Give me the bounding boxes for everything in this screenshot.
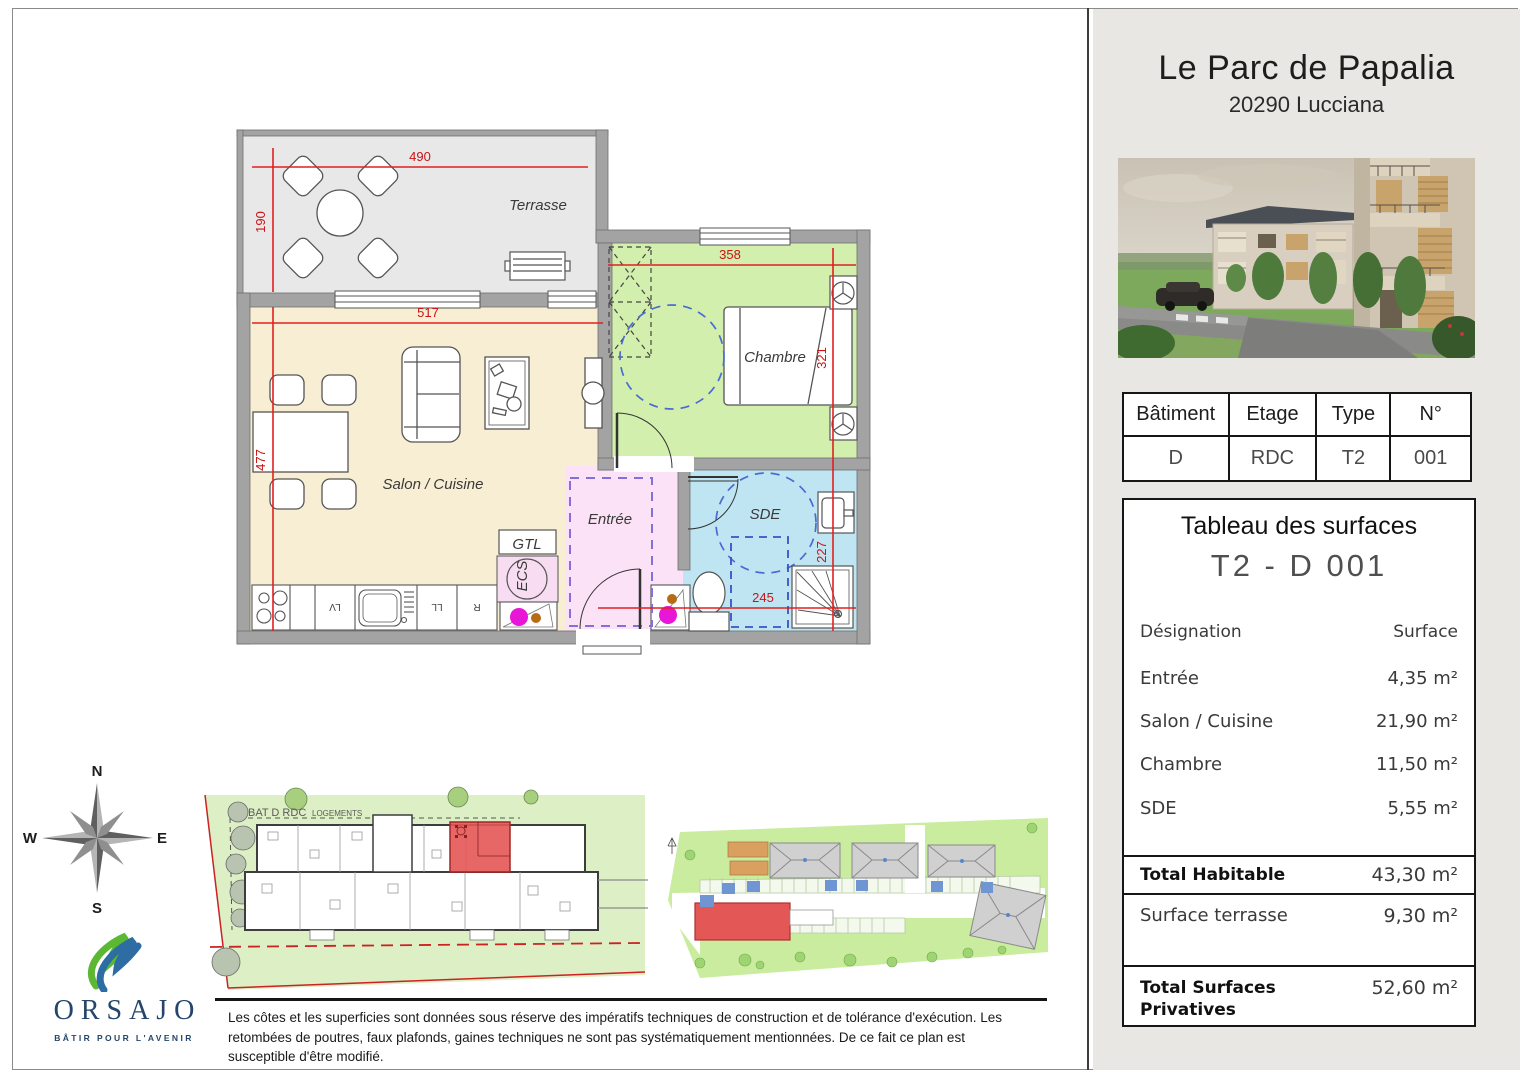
tv-unit xyxy=(582,358,604,428)
magenta-marker xyxy=(510,608,528,626)
building-photo-render xyxy=(1118,158,1475,358)
nightstand-lamp xyxy=(830,407,857,440)
surfaces-header-row xyxy=(1140,622,1458,642)
unit-table-header-type: Type xyxy=(1317,394,1391,437)
surface-row-label: Chambre xyxy=(1140,754,1223,775)
surface-row-value: 4,35 m² xyxy=(1387,668,1458,689)
compass-west: W xyxy=(22,830,38,847)
unit-table-value-numero: 001 xyxy=(1414,447,1448,469)
disclaimer-rule xyxy=(215,998,1047,1001)
surface-terrasse-label: Surface terrasse xyxy=(1140,905,1288,926)
entry-threshold xyxy=(583,646,641,654)
total-habitable-label: Total Habitable xyxy=(1140,865,1286,885)
dim-terrasse-height: 190 xyxy=(253,211,268,233)
surfaces-table xyxy=(1122,498,1476,1027)
unit-table-value-type: T2 xyxy=(1317,437,1391,480)
shower xyxy=(792,566,853,628)
compass-north: N xyxy=(91,763,103,780)
surface-row-value: 5,55 m² xyxy=(1387,798,1458,819)
surface-row xyxy=(1140,711,1458,732)
chambre-door-opening xyxy=(614,456,694,472)
orsajo-logo xyxy=(38,995,210,1043)
surface-terrasse-value: 9,30 m² xyxy=(1383,905,1458,927)
dim-chambre-height: 321 xyxy=(814,347,829,369)
surface-row-value: 11,50 m² xyxy=(1375,754,1458,775)
dim-sde-width: 245 xyxy=(752,590,774,605)
compass-south: S xyxy=(91,900,103,917)
hob-burner xyxy=(259,593,269,603)
floor-plan xyxy=(237,130,870,654)
total-privatives-value: 52,60 m² xyxy=(1371,977,1458,999)
orange-marker xyxy=(667,594,677,604)
building-photo xyxy=(1118,158,1475,358)
orsajo-logo-icon xyxy=(80,930,150,992)
total-privatives-row xyxy=(1122,967,1476,1025)
ac-unit xyxy=(505,252,570,280)
entry-opening xyxy=(576,629,650,646)
washer-label: LL xyxy=(431,601,443,612)
salon-window xyxy=(548,291,596,308)
site-plan-building xyxy=(205,787,648,990)
fridge-label: R xyxy=(473,601,481,612)
dim-salon-height: 477 xyxy=(253,449,268,471)
siteplan-label-sub: LOGEMENTS xyxy=(312,809,363,818)
ecs-label: ECS xyxy=(514,560,531,592)
info-panel xyxy=(1093,9,1520,1070)
salon-bay-window xyxy=(335,291,480,308)
page-title: Le Parc de Papalia xyxy=(1158,49,1455,87)
unit-table-header-batiment: Bâtiment xyxy=(1124,394,1230,437)
surface-row-label: SDE xyxy=(1140,798,1177,819)
orsajo-logo-tagline: BÂTIR POUR L'AVENIR xyxy=(54,1033,194,1043)
total-habitable-row xyxy=(1122,855,1476,895)
highlighted-unit xyxy=(450,822,510,872)
dim-salon-width: 517 xyxy=(417,305,439,320)
coffee-table xyxy=(485,357,529,429)
surfaces-unit-code: T2 - D 001 xyxy=(1210,548,1388,583)
compass-rose xyxy=(23,763,167,917)
col-surface: Surface xyxy=(1393,622,1458,642)
surfaces-title: Tableau des surfaces xyxy=(1180,512,1418,540)
total-privatives-label: Total Surfaces Privatives xyxy=(1140,978,1276,1021)
total-habitable-value: 43,30 m² xyxy=(1371,864,1458,886)
surface-row-value: 21,90 m² xyxy=(1375,711,1458,732)
dim-sde-height: 227 xyxy=(814,541,829,563)
dishwasher-label: LV xyxy=(329,601,341,612)
siteplan-label-main: BAT D RDC xyxy=(248,807,307,819)
mini-compass-icon xyxy=(668,838,676,854)
nightstand-lamp xyxy=(830,276,857,309)
room-label-terrasse: Terrasse xyxy=(509,197,567,214)
sofa xyxy=(402,347,460,442)
surface-row xyxy=(1140,754,1458,775)
disclaimer-text: Les côtes et les superficies sont données sous réserve des impératifs techniques de construction et de tolérance d'exécution. Les retombées de poutres, faux plafonds, gaines techniques ne sont pas systématiquement mentionnées. De ce fait ce plan est susceptible d'être modifié. xyxy=(228,1010,1003,1065)
chambre-window xyxy=(700,228,790,245)
unit-table-value-etage: RDC xyxy=(1230,437,1318,480)
orsajo-logo-name: ORSAJO xyxy=(53,995,202,1026)
unit-table-value-batiment: D xyxy=(1124,437,1230,480)
unit-table xyxy=(1122,392,1472,482)
dim-terrasse-width: 490 xyxy=(409,149,431,164)
surface-row-label: Salon / Cuisine xyxy=(1140,711,1274,732)
kitchen-counter xyxy=(252,585,497,630)
surface-row-label: Entrée xyxy=(1140,668,1199,689)
surface-row xyxy=(1140,668,1458,689)
dim-chambre-width: 358 xyxy=(719,247,741,262)
page-subtitle: 20290 Lucciana xyxy=(1228,92,1385,117)
orange-marker xyxy=(531,613,541,623)
room-label-entree: Entrée xyxy=(587,511,633,528)
site-plan-overall xyxy=(668,818,1048,978)
gtl-label: GTL xyxy=(512,536,542,553)
washbasin xyxy=(818,492,854,533)
unit-table-header-numero: N° xyxy=(1391,394,1470,437)
room-label-salon: Salon / Cuisine xyxy=(382,476,484,493)
compass-east: E xyxy=(156,830,168,847)
unit-table-header-etage: Etage xyxy=(1230,394,1318,437)
surface-terrasse-row xyxy=(1122,895,1476,967)
panel-divider xyxy=(1087,8,1089,1070)
room-label-chambre: Chambre xyxy=(744,349,806,366)
surface-row xyxy=(1140,798,1458,819)
col-designation: Désignation xyxy=(1140,622,1242,642)
room-label-sde: SDE xyxy=(749,506,781,523)
